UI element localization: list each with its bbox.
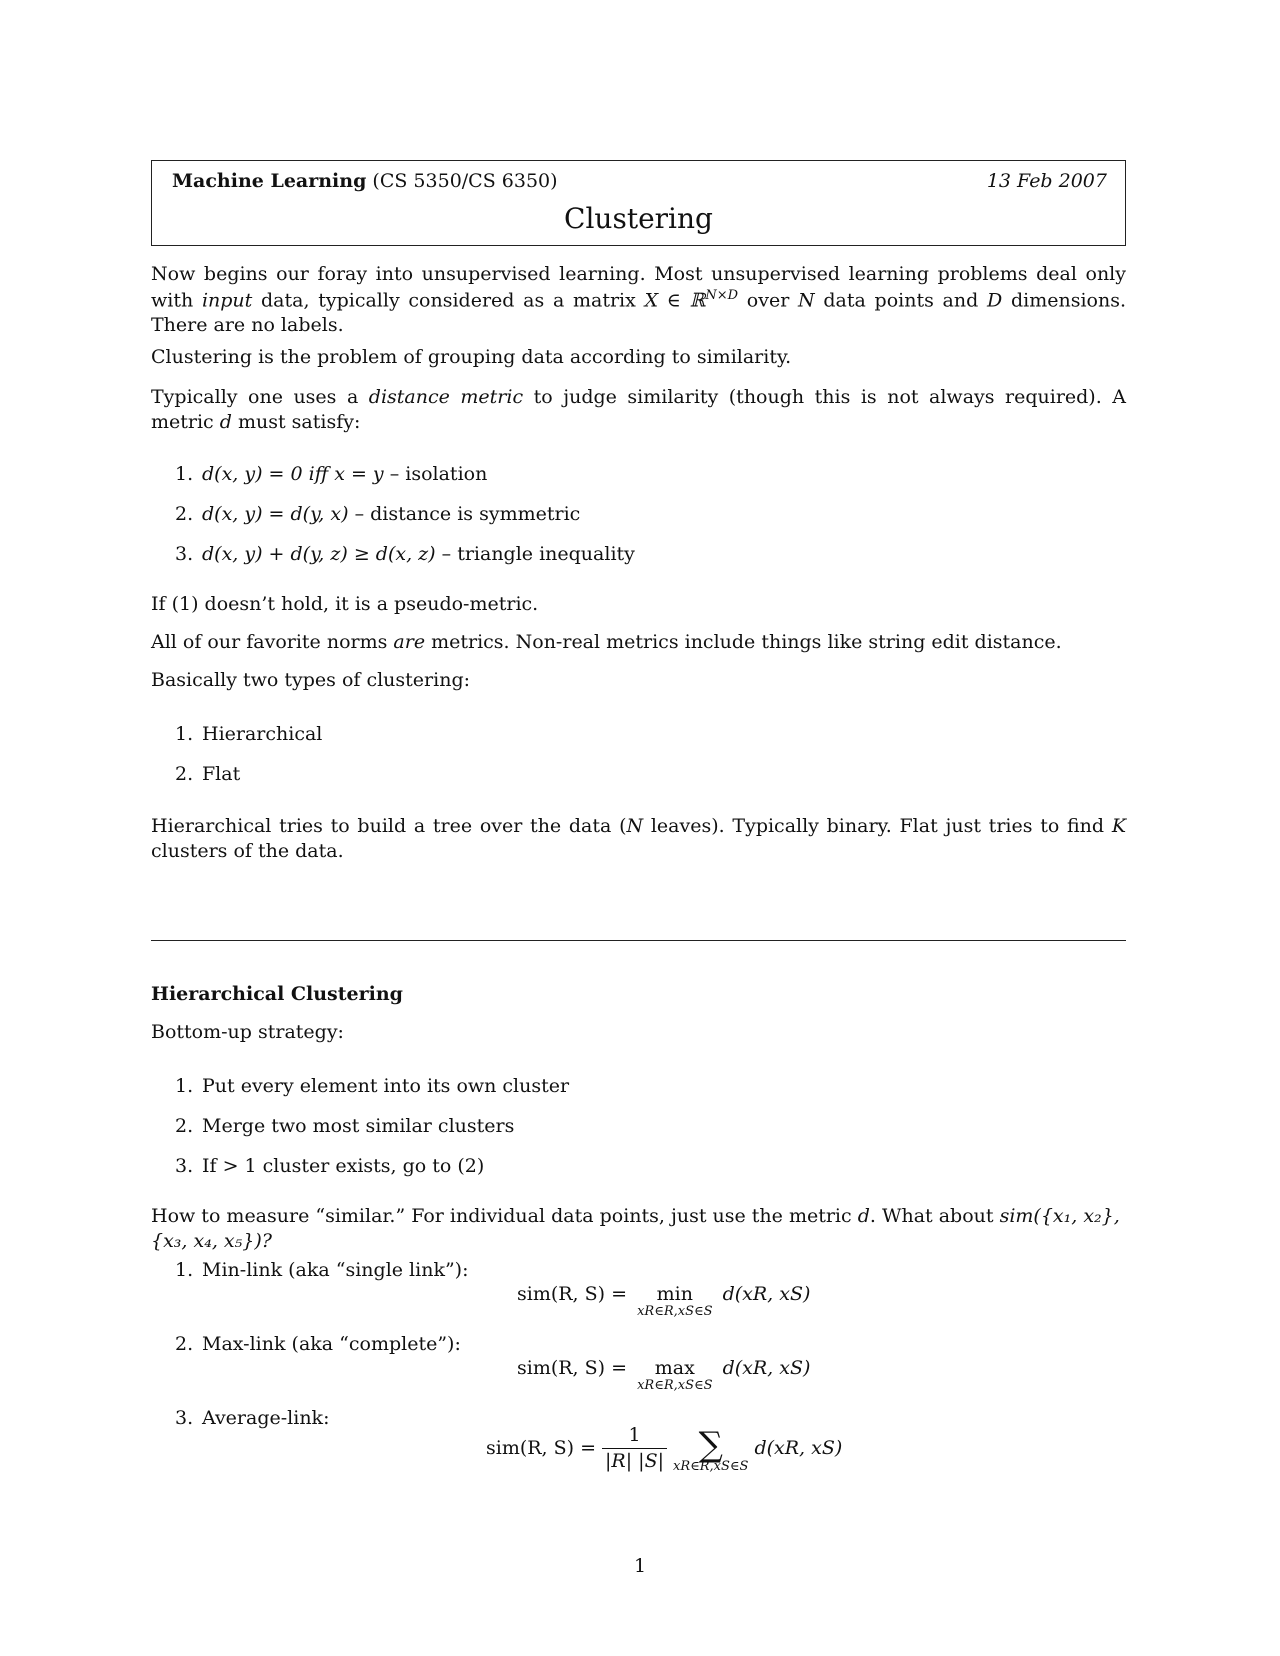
average-link-label: 3. Average-link:: [175, 1407, 330, 1429]
list-item: 2. Merge two most similar clusters: [175, 1115, 515, 1137]
list-item: 3. d(x, y) + d(y, z) ≥ d(x, z) – triangle inequality: [175, 543, 635, 565]
similarity-paragraph: How to measure “similar.” For individual data points, just use the metric d. What about sim({x₁, x₂}, {x₃, x₄, x₅})?: [151, 1205, 1120, 1253]
norms-paragraph: All of our favorite norms are metrics. Non-real metrics include things like string edit distance.: [151, 631, 1062, 653]
min-operator: min xR∈R,xS∈S: [637, 1283, 713, 1320]
max-link-formula: sim(R, S) = max xR∈R,xS∈S d(xR, xS): [517, 1357, 811, 1394]
intro-paragraph-2: Clustering is the problem of grouping data according to similarity.: [151, 346, 792, 368]
average-link-formula: sim(R, S) = $\frac{1}{|R| |S|}$ ∑ xR∈R,xS∈S d(xR, xS): [486, 1424, 843, 1474]
intro-paragraph-1: Now begins our foray into unsupervised learning. Most unsupervised learning problems deal only with input data, typically considered as a matrix X ∈ ℝ$^{N\times D}$ over N data points and D dimensions. There are no labels.: [151, 263, 1126, 337]
section-divider: [151, 940, 1126, 941]
max-link-label: 2. Max-link (aka “complete”):: [175, 1333, 461, 1355]
page-number: 1: [633, 1555, 647, 1577]
metric-properties-list: [175, 462, 635, 582]
lecture-date: 13 Feb 2007: [986, 170, 1107, 192]
hierarchical-vs-flat-paragraph: Hierarchical tries to build a tree over the data (N leaves). Typically binary. Flat just tries to find K clusters of the data.: [151, 815, 1127, 863]
clustering-types-list: [175, 722, 322, 802]
page-title: Clustering: [564, 202, 713, 235]
strategy-steps-list: [175, 1074, 569, 1194]
max-operator: max xR∈R,xS∈S: [637, 1357, 713, 1394]
min-link-formula: sim(R, S) = min xR∈R,xS∈S d(xR, xS): [517, 1283, 811, 1320]
fraction: $\frac{1}{|R| |S|}$: [602, 1423, 667, 1474]
list-item: 2. Flat: [175, 763, 241, 785]
course-code: (CS 5350/CS 6350): [372, 170, 558, 192]
course-line: [172, 169, 558, 194]
list-item: 3. If > 1 cluster exists, go to (2): [175, 1155, 485, 1177]
min-link-label: 1. Min-link (aka “single link”):: [175, 1259, 469, 1281]
list-item: 2. d(x, y) = d(y, x) – distance is symmetric: [175, 503, 581, 525]
section-heading: Hierarchical Clustering: [151, 983, 403, 1005]
strategy-intro: Bottom-up strategy:: [151, 1021, 344, 1043]
pseudo-metric-paragraph: If (1) doesn’t hold, it is a pseudo-metric.: [151, 593, 539, 615]
list-item: 1. d(x, y) = 0 iff x = y – isolation: [175, 463, 488, 485]
header-box: [151, 160, 1126, 246]
list-item: 1. Put every element into its own cluster: [175, 1075, 570, 1097]
document-page: [151, 160, 1127, 1474]
types-intro-paragraph: Basically two types of clustering:: [151, 669, 471, 691]
course-name: Machine Learning: [172, 170, 367, 192]
list-item: 1. Hierarchical: [175, 723, 323, 745]
sum-operator: ∑ xR∈R,xS∈S: [673, 1425, 749, 1474]
intro-paragraph-3: Typically one uses a distance metric to judge similarity (though this is not always required). A metric d must satisfy:: [151, 386, 1126, 434]
